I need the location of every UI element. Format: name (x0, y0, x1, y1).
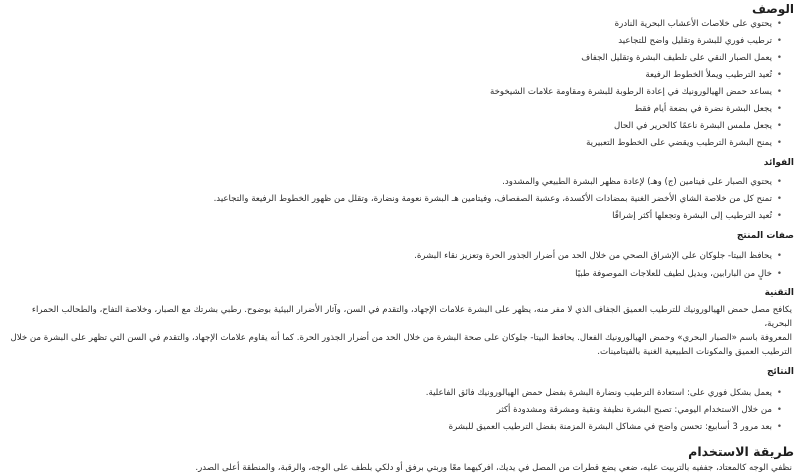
features-list (4, 247, 794, 283)
list-item: • يحافظ البيتا- جلوكان على الإشراق الصحي من خلال الحد من أضرار الجذور الحرة وتعزيز نقاء البشرة. (4, 247, 782, 265)
list-item: • بعد مرور 3 أسابيع: تحسن واضح في مشاكل البشرة المزمنة بفضل الترطيب العميق للبشرة (4, 419, 782, 436)
technology-line: الترطيب العميق والمكونات الطبيعية الغنية بالفيتامينات. (597, 347, 792, 357)
technology-paragraph (4, 303, 794, 359)
list-item: • يمنح البشرة الترطيب ويقضي على الخطوط التعبيرية (4, 135, 782, 152)
features-heading: صفات المنتج (736, 231, 794, 241)
list-item: • يعمل الصبار النقي على تلطيف البشرة وتقليل الجفاف (4, 50, 782, 67)
list-item: • من خلال الاستخدام اليومي: تصبح البشرة نظيفة ونقية ومشرقة ومشدودة أكثر (4, 402, 782, 419)
list-item: • خالٍ من البارابين، وبديل لطيف للعلاجات الموصوفة طبيًا (4, 265, 782, 283)
technology-heading: التقنية (764, 288, 794, 298)
list-item: • ترطيب فوري للبشرة وتقليل واضح للتجاعيد (4, 33, 782, 50)
list-item: • يجعل البشرة نضرة في بضعة أيام فقط (4, 101, 782, 118)
list-item: • يساعد حمض الهيالورونيك في إعادة الرطوبة للبشرة ومقاومة علامات الشيخوخة (4, 84, 782, 101)
benefits-list (4, 174, 794, 225)
results-list (4, 385, 794, 436)
list-item: • يحتوي الصبار على فيتامين (ج) وهـ) لإعادة مظهر البشرة الطبيعي والمشدود. (4, 174, 782, 191)
list-item: • يعمل بشكل فوري على: استعادة الترطيب ونضارة البشرة بفضل حمض الهيالورونيك فائق الفاعلية. (4, 385, 782, 402)
list-item: • يجعل ملمس البشرة ناعمًا كالحرير في الحال (4, 118, 782, 135)
technology-line: المعروفة باسم «الصبار البحري» وحمض الهيالورونيك الفعال. يحافظ البيتا- جلوكان على صحة البشرة من خلال الحد من أضرار الجذور الحرة. كما أنه يقاوم علامات الإجهاد، والتقدم في السن التي تظهر على البشرة من خلال (10, 333, 792, 343)
technology-line: يكافح مصل حمض الهيالورونيك للترطيب العميق الجفاف الذي لا مفر منه، يظهر على البشرة علامات الإجهاد، والتقدم في السن، وآثار الأضرار البيئية بوضوح. رطبي بشرتك مع الصبار، وخلاصة التفاح، والطحالب الحمراء البحرية، (31, 305, 792, 329)
usage-paragraph: نظفي الوجه كالمعتاد، جففيه بالتربيت عليه، ضعي يضع قطرات من المصل في يديك، افركيهما معًا وربتي برفق أو دلكي بلطف على الوجه، والرقبة، والمنطقة أعلى الصدر. (195, 463, 792, 473)
list-item: • يحتوي على خلاصات الأعشاب البحرية النادرة (4, 16, 782, 33)
usage-heading: طريقة الاستخدام (688, 444, 794, 459)
description-list (4, 16, 794, 152)
description-heading: الوصف (751, 2, 794, 16)
results-heading: النتائج (766, 367, 794, 377)
list-item: • تمنح كل من خلاصة الشاي الأخضر الغنية بمضادات الأكسدة، وعشبة الصفصاف، وفيتامين هـ البشرة نعومة ونضارة، وتقلل من ظهور الخطوط الرفيعة والتجاعيد. (4, 191, 782, 208)
list-item: • تُعيد الترطيب إلى البشرة وتجعلها أكثر إشراقًا (4, 208, 782, 225)
benefits-heading: الفوائد (763, 158, 794, 168)
list-item: • تُعيد الترطيب ويملأ الخطوط الرفيعة (4, 67, 782, 84)
